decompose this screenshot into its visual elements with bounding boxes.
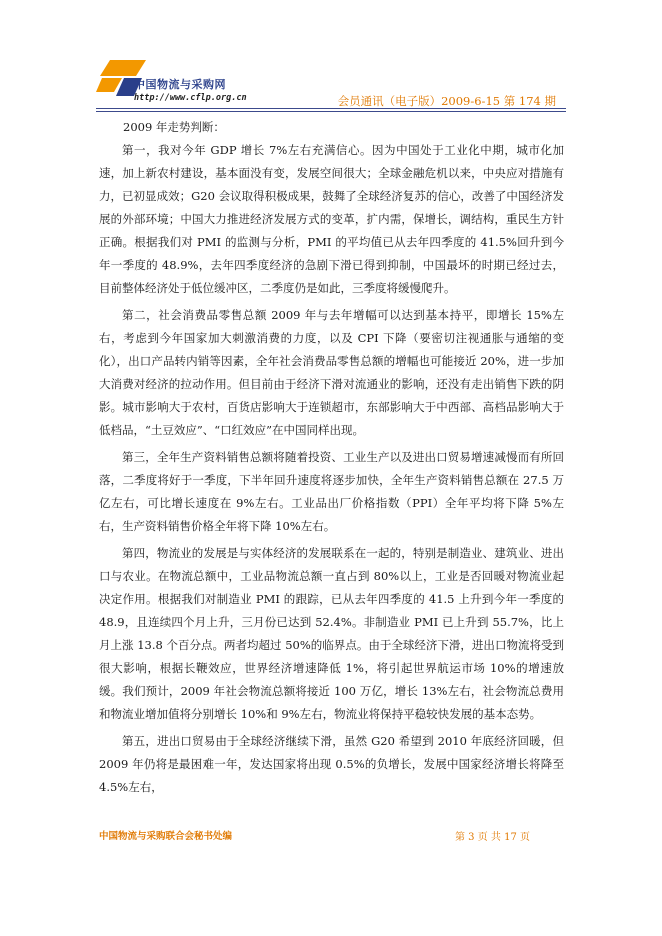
paragraph: 第五，进出口贸易由于全球经济继续下滑，虽然 G20 希望到 2010 年底经济回暖，但 2009 年仍将是最困难一年，发达国家将出现 0.5%的负增长，发展中国家经济增长将降至 4.5%左右， — [99, 734, 564, 794]
logo-url: http://www.cflp.org.cn — [134, 93, 247, 103]
footer-org: 中国物流与采购联合会秘书处编 — [99, 831, 233, 842]
paragraph: 第二，社会消费品零售总额 2009 年与去年增幅可以达到基本持平，即增长 15%左右，考虑到今年国家加大刺激消费的力度，以及 CPI 下降（要密切注视通胀与通缩的变化），出口产品转内销等因素，全年社会消费品零售总额的增幅也可能接近 20%，进一步加大消费对经济的拉动作用。但目前由于经济下滑对流通业的影响，还没有走出销售下跌的阴影。城市影响大于农村，百货店影响大于连锁超市，东部影响大于中西部、高档品影响大于低档品，“土豆效应”、“口红效应”在中国同样出现。 — [99, 308, 564, 437]
page-header — [0, 0, 662, 112]
footer-page-number: 第 3 页 共 17 页 — [455, 832, 530, 843]
paragraph: 第四，物流业的发展是与实体经济的发展联系在一起的，特别是制造业、建筑业、进出口与农业。在物流总额中，工业品物流总额一直占到 80%以上，工业是否回暖对物流业起决定作用。根据我们对制造业 PMI 的跟踪，已从去年四季度的 41.5 上升到今年一季度的 48.9，且连续四个月上升，三月份已达到 52.4%。非制造业 PMI 已上升到 55.7%，比上月上涨 13.8 个百分点。两者均超过 50%的临界点。由于全球经济下滑，进出口物流将受到很大影响，根据长鞭效应，世界经济增速降低 1%，将引起世界航运市场 10%的增速放缓。我们预计，2009 年社会物流总额将接近 100 万亿，增长 13%左右，社会物流总费用和物流业增加值将分别增长 10%和 9%左右，物流业将保持平稳较快发展的基本态势。 — [99, 546, 564, 721]
paragraph: 第三，全年生产资料销售总额将随着投资、工业生产以及进出口贸易增速减慢而有所回落，二季度将好于一季度，下半年回升速度将逐步加快，全年生产资料销售总额在 27.5 万亿左右，可比增长速度在 9%左右。工业品出厂价格指数（PPI）全年平均将下降 5%左右，生产资料销售价格全年将下降 10%左右。 — [99, 450, 564, 533]
header-divider-thin — [96, 111, 566, 112]
header-divider — [96, 108, 566, 109]
logo-name: 中国物流与采购网 — [134, 78, 226, 91]
article-body — [99, 116, 564, 803]
issue-info: 会员通讯（电子版）2009-6-15 第 174 期 — [337, 94, 556, 108]
paragraph: 第一，我对今年 GDP 增长 7%左右充满信心。因为中国处于工业化中期，城市化加速，加上新农村建设，基本面没有变，发展空间很大；全球金融危机以来，中央应对措施有力，已初显成效；G20 会议取得积极成果，鼓舞了全球经济复苏的信心，改善了中国经济发展的外部环境；中国大力推进经济发展方式的变革，扩内需，保增长，调结构，重民生方针正确。根据我们对 PMI 的监测与分析，PMI 的平均值已从去年四季度的 41.5%回升到今年一季度的 48.9%，去年四季度经济的急剧下滑已得到抑制，中国最坏的时期已经过去，目前整体经济处于低位缓冲区，二季度仍是如此，三季度将缓慢爬升。 — [99, 143, 564, 295]
cflp-logo — [96, 52, 264, 108]
section-heading: 2009 年走势判断： — [123, 120, 225, 134]
